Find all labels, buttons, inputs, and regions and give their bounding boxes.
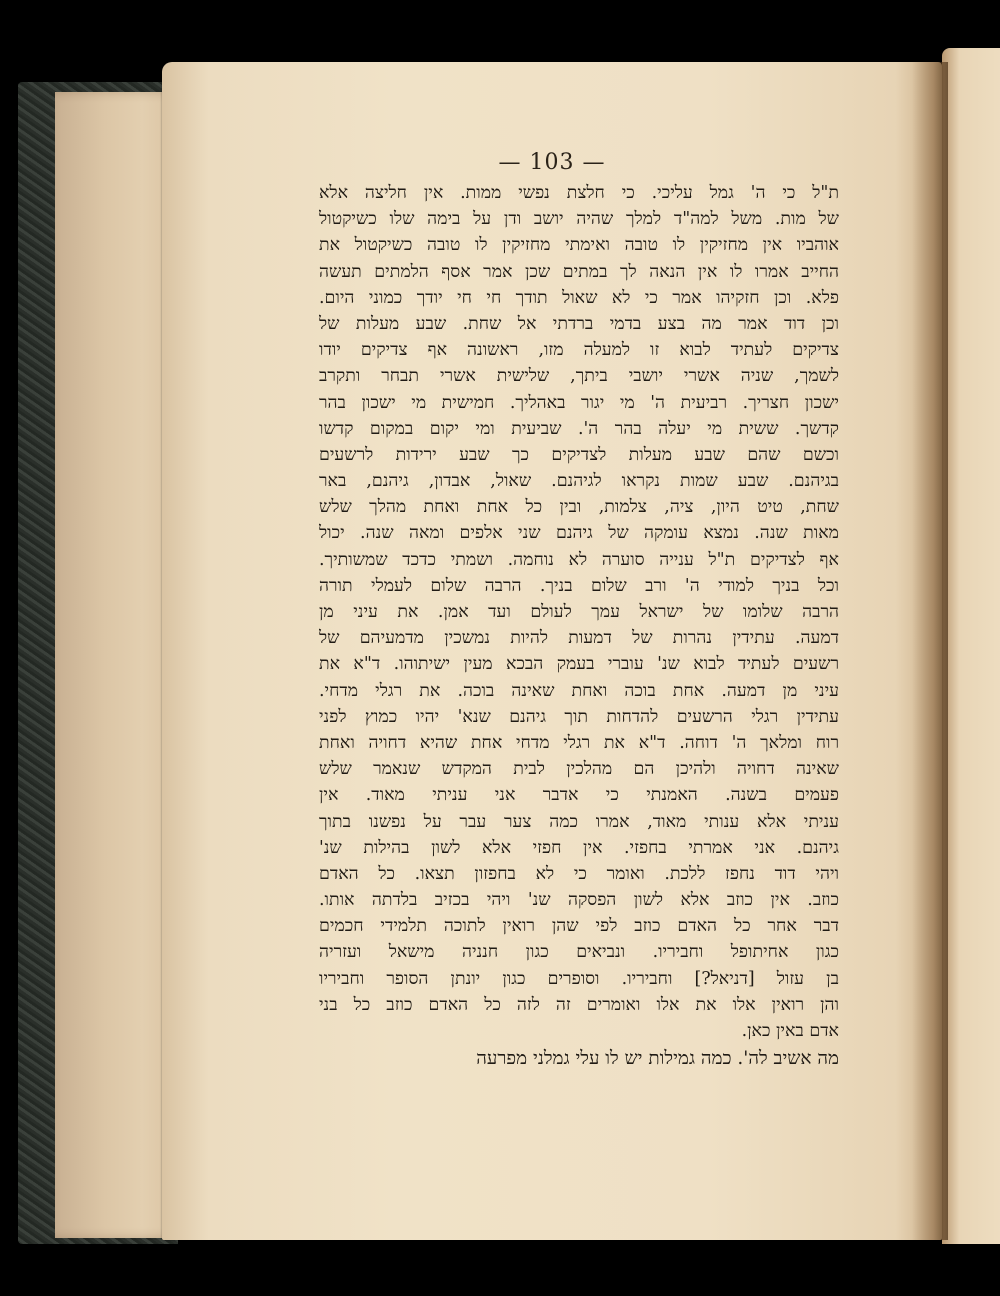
page-number: — 103 — bbox=[498, 150, 606, 175]
text-line: ישכון חצריך. רביעית ה' מי יגור באהליך. חמישית מי ישכון בהר bbox=[319, 392, 839, 413]
text-line: רוח ומלאך ה' דוחה. ד"א את רגלי מדחי אחת שהיא דחויה ואחת bbox=[319, 732, 839, 753]
text-line: פעמים בשנה. האמנתי כי אדבר אני עניתי מאוד. אין bbox=[319, 785, 839, 806]
text-line: ויהי דוד נחפז ללכת. ואומר כי לא בחפזון תצאו. כל האדם bbox=[319, 863, 839, 884]
text-line: וכן דוד אמר מה בצע בדמי ברדתי אל שחת. שבע מעלות של bbox=[319, 313, 839, 334]
text-line: החייב אמרו לו אין הנאה לך במתים שכן אמר אסף הלמתים תעשה bbox=[319, 261, 839, 282]
text-line: שחת, טיט היון, ציה, צלמות, ובין כל אחת ואחת מהלך שלש bbox=[319, 497, 839, 518]
text-line: והן רואין אלו את אלו ואומרים זה לזה כל האדם כוזב כל בני bbox=[319, 994, 839, 1015]
text-line: עתידין רגלי הרשעים להדחות תוך גיהנם שנא' יהיו כמוץ לפני bbox=[319, 706, 839, 727]
text-line: אוהביו אין מחזיקין לו טובה ואימתי מחזיקין לו טובה כשיקטול את bbox=[319, 235, 839, 256]
text-line: שאינה דחויה ולהיכן הם מהלכין לבית המקדש שנאמר שלש bbox=[319, 759, 839, 780]
text-line: הרבה שלומו של ישראל עמך לעולם ועד אמן. את עיני מן bbox=[319, 602, 839, 622]
binding-gutter-shadow bbox=[912, 62, 948, 1240]
text-line: של מות. משל למה"ד למלך שהיה יושב ודן על בימה שלו כשיקטול bbox=[319, 209, 839, 230]
text-line: בן עזול [דניאל?] וחביריו. וסופרים כגון יונתן הסופר וחביריו bbox=[319, 968, 839, 989]
text-line: קדשך. ששית מי יעלה בהר ה'. שביעית ומי יקום במקום קדשו bbox=[319, 418, 839, 439]
text-line: דמעה. עתידין נהרות של דמעות להיות נמשכין מדמעיהם של bbox=[319, 628, 839, 649]
text-line: דבר אחר כל האדם כוזב לפי שהן רואין לתוכה תלמידי חכמים bbox=[319, 916, 839, 937]
text-line: רשעים לעתיד לבוא שנ' עוברי בעמק הבכא מעין ישיתוהו. ד"א את bbox=[319, 654, 839, 675]
text-line: גיהנם. אני אמרתי בחפזי. אין חפזי אלא לשון בהילות שנ' bbox=[319, 837, 839, 858]
text-line: וכל בניך למודי ה' ורב שלום בניך. הרבה שלום לעמלי תורה bbox=[319, 575, 839, 596]
text-line: עיני מן דמעה. אחת בוכה ואחת שאינה בוכה. את רגלי מדחי. bbox=[319, 680, 839, 701]
text-line: לשמך, שניה אשרי יושבי ביתך, שלישית אשרי תבחר ותקרב bbox=[319, 366, 839, 387]
text-line: בגיהנם. שבע שמות נקראו לגיהנם. שאול, אבדון, גיהנם, באר bbox=[319, 471, 839, 492]
page-text bbox=[319, 180, 839, 1072]
facing-page-edge bbox=[942, 48, 1000, 1244]
text-line: עניתי אלא ענותי מאוד, אמרו כמה צער עבר על נפשנו בתוך bbox=[319, 811, 839, 832]
text-line: וכשם שהם שבע מעלות לצדיקים כך שבע ירידות לרשעים bbox=[319, 444, 839, 465]
text-line: צדיקים לעתיד לבוא זו למעלה מזו, ראשונה אף צדיקים יודו bbox=[319, 340, 839, 361]
text-line: כגון אחיתופל וחביריו. ונביאים כגון חנניה מישאל ועזריה bbox=[319, 942, 839, 963]
text-line: פלא. וכן חזקיהו אמר כי לא שאול תודך חי חי יודך כמוני היום. bbox=[319, 287, 839, 308]
text-line: אדם באין כאן. bbox=[741, 1021, 839, 1041]
text-line: ת"ל כי ה' גמל עליכי. כי חלצת נפשי ממות. אין חליצה אלא bbox=[319, 183, 839, 203]
text-line: מאות שנה. נמצא עומקה של גיהנם שני אלפים ומאה שנה. יכול bbox=[319, 523, 839, 544]
text-line: כוזב. אין כוזב אלא לשון הפסקה שנ' ויהי בכזיב בלדתה אותו. bbox=[319, 890, 839, 911]
text-line: אף לצדיקים ת"ל ענייה סוערה לא נוחמה. ושמתי כדכד שמשותיך. bbox=[319, 549, 839, 570]
book-page bbox=[162, 62, 942, 1240]
text-line: מה אשיב לה'. כמה גמילות יש לו עלי גמלני מפרעה bbox=[476, 1048, 839, 1070]
